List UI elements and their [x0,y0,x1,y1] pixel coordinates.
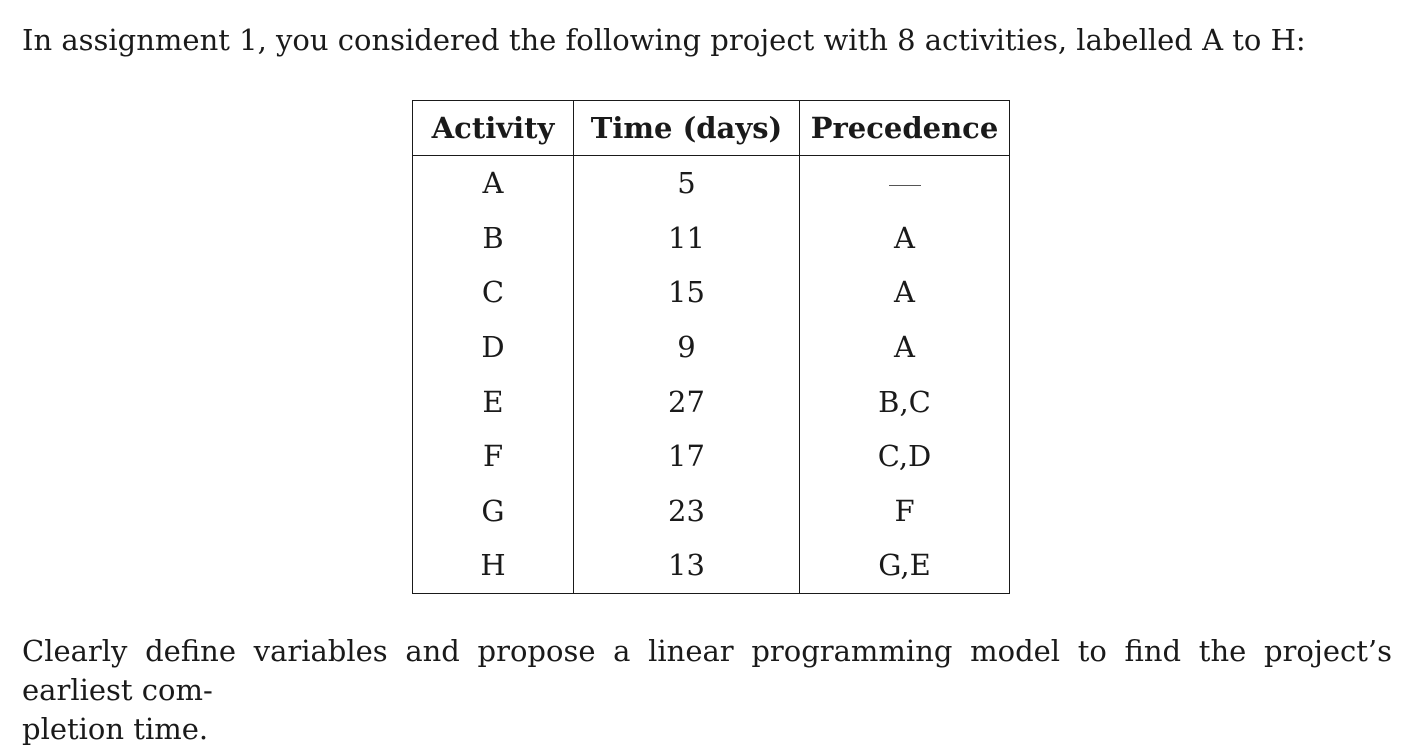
table-row [413,156,1010,211]
cell-activity: C [481,275,505,310]
cell-activity: G [481,493,505,528]
table-header-row [413,101,1010,156]
table-row [413,320,1010,375]
cell-activity: A [482,166,504,201]
table-row [413,265,1010,320]
cell-precedence: B,C [800,374,1010,429]
cell-precedence: C,D [800,429,1010,484]
question-line-2: pletion time. [22,712,209,746]
cell-precedence: F [800,484,1010,539]
cell-precedence: A [800,265,1010,320]
question-text [22,632,1392,749]
cell-precedence: A [800,320,1010,375]
cell-activity: H [480,548,506,583]
cell-time: 17 [574,429,800,484]
cell-precedence: G,E [800,538,1010,593]
cell-time: 5 [574,156,800,211]
table-row [413,374,1010,429]
cell-time: 15 [574,265,800,320]
cell-time: 9 [574,320,800,375]
cell-activity: D [481,330,505,365]
cell-time: 23 [574,484,800,539]
table-row [413,211,1010,266]
cell-time: 11 [574,211,800,266]
cell-precedence-none [800,156,1010,211]
activity-table-container [412,100,1010,594]
cell-activity: B [482,220,504,255]
table-row [413,429,1010,484]
cell-time: 27 [574,374,800,429]
table-row [413,484,1010,539]
cell-activity: F [482,439,504,474]
question-line-1: Clearly define variables and propose a linear programming model to find the project’s earliest com- [22,634,1392,707]
cell-time: 13 [574,538,800,593]
intro-text: In assignment 1, you considered the following project with 8 activities, labelled A to H: [22,23,1306,57]
cell-activity: E [482,384,504,419]
header-precedence: Precedence [800,101,1010,156]
dash-mark [889,185,921,186]
header-activity: Activity [413,101,574,156]
activity-table [412,100,1010,594]
cell-precedence: A [800,211,1010,266]
header-time: Time (days) [574,101,800,156]
table-row [413,538,1010,593]
